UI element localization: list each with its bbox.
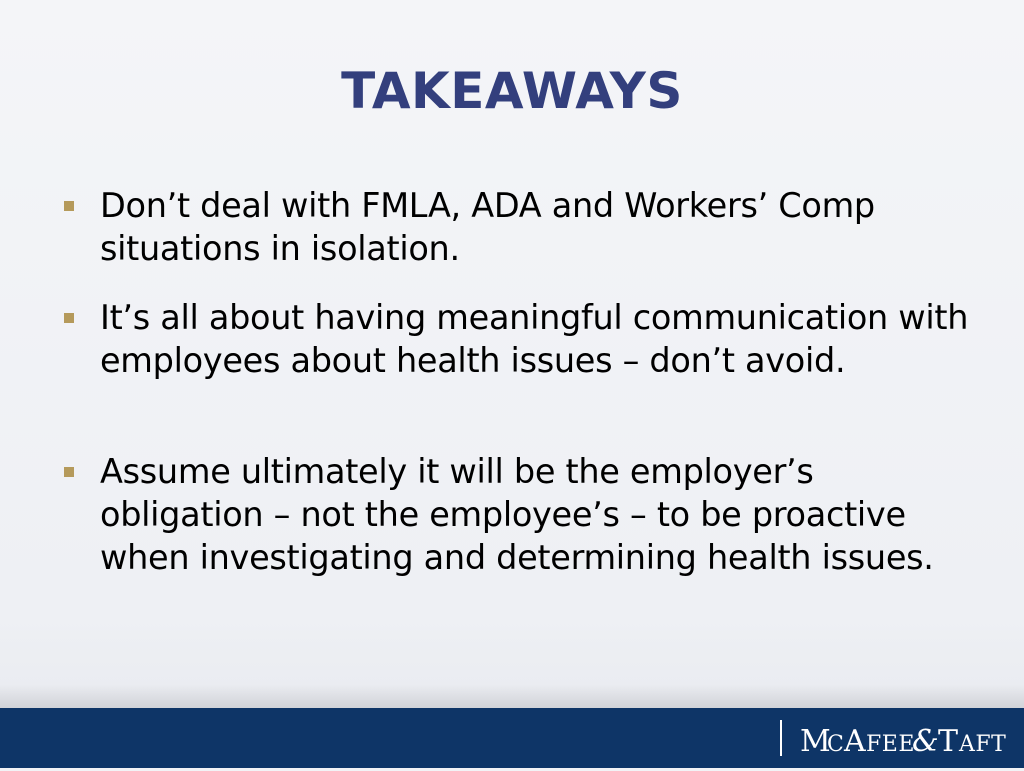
mcafee-taft-logo-icon xyxy=(800,720,1012,760)
square-bullet-icon xyxy=(64,201,74,211)
footer-divider xyxy=(780,720,782,756)
square-bullet-icon xyxy=(64,313,74,323)
svg-text:M: M xyxy=(800,724,832,759)
footer-shadow xyxy=(0,684,1024,708)
svg-text:FEE: FEE xyxy=(866,732,915,757)
company-logo xyxy=(800,720,1012,760)
bullet-text: It’s all about having meaningful communication with employees about health issues – don’t avoid. xyxy=(100,298,969,380)
slide-title: TAKEAWAYS xyxy=(341,62,683,120)
square-bullet-icon xyxy=(64,467,74,477)
svg-text:T: T xyxy=(938,724,959,759)
svg-text:AFT: AFT xyxy=(959,732,1007,757)
bullet-text: Assume ultimately it will be the employer’s obligation – not the employee’s – to be proactive when investigating and determining health issues. xyxy=(100,452,934,577)
svg-text:C: C xyxy=(827,732,845,757)
svg-text:&: & xyxy=(912,724,940,759)
svg-text:A: A xyxy=(844,724,867,759)
bullet-text: Don’t deal with FMLA, ADA and Workers’ Comp situations in isolation. xyxy=(100,186,875,268)
